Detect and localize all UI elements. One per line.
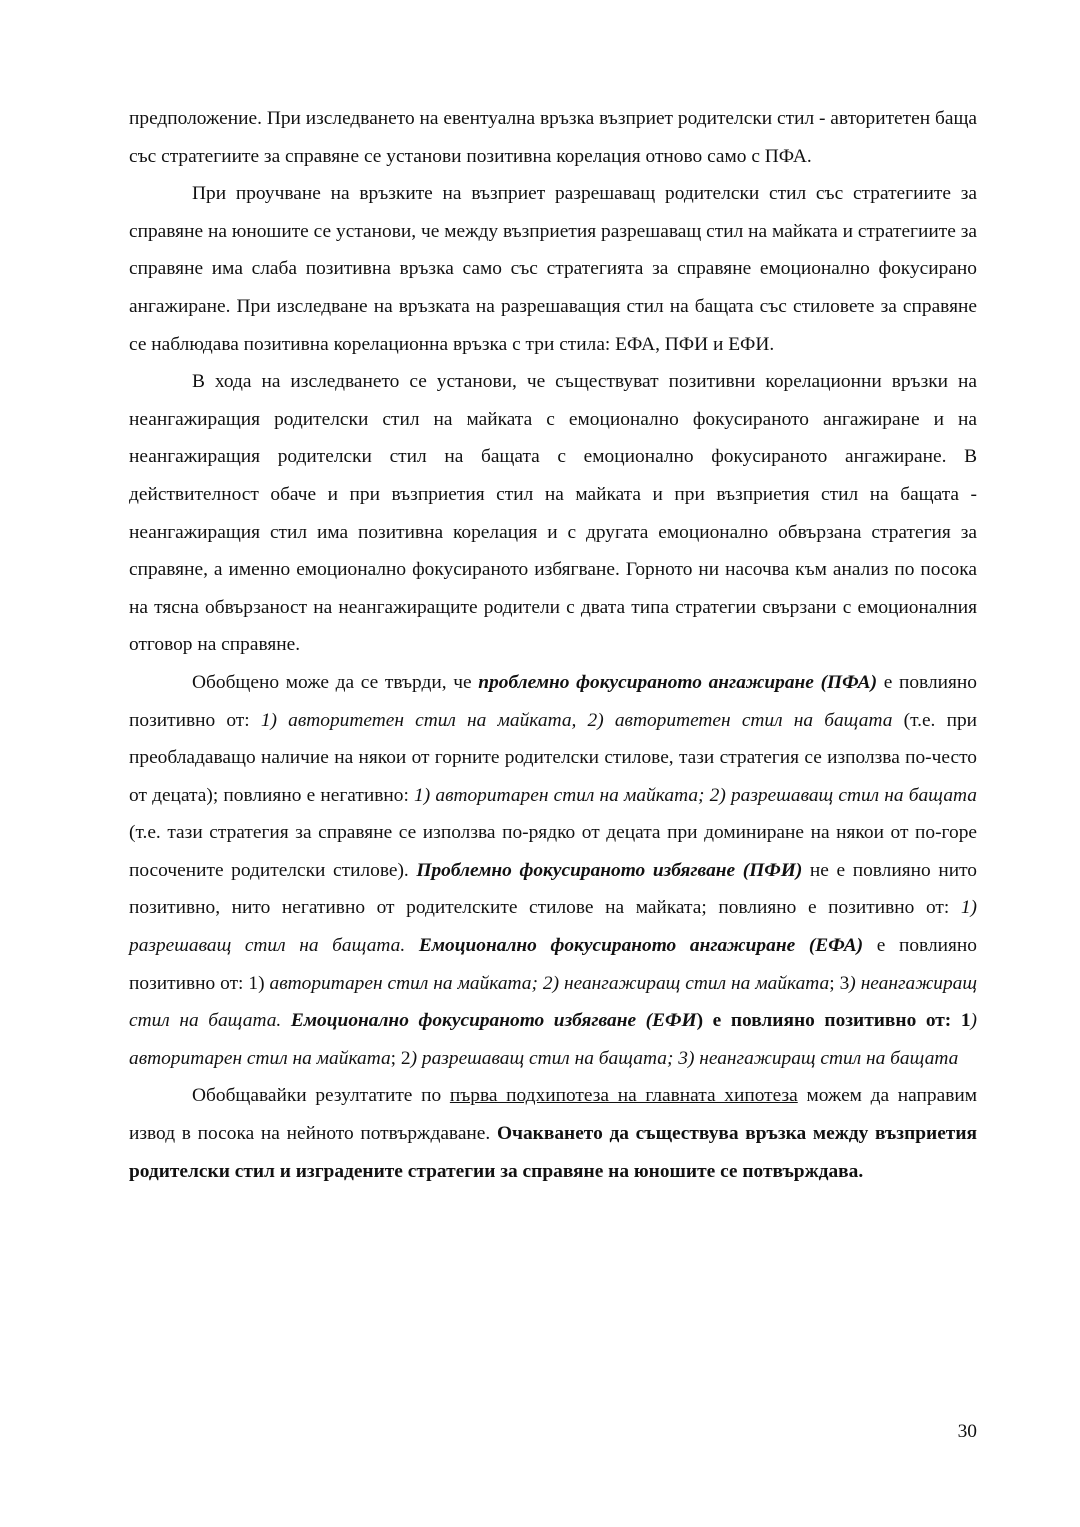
paragraph-5	[129, 1077, 977, 1190]
efa-term: Емоционално фокусираното ангажиране (ЕФА)	[418, 935, 864, 957]
conclusion-lead: Обобщавайки резултатите по	[192, 1085, 450, 1107]
efa-third-number: ; 3	[829, 972, 850, 994]
paragraph-2	[129, 175, 977, 363]
pfa-negative-styles: 1) авторитарен стил на майката; 2) разрешаващ стил на бащата	[414, 784, 977, 806]
efi-term: Емоционално фокусираното избягване (ЕФИ	[290, 1010, 697, 1032]
paragraph-1	[129, 100, 977, 175]
efa-positive-styles: авторитарен стил на майката; 2) неангажиращ стил на майката	[269, 972, 830, 994]
pfa-positive-note: (т.е. при преобладаващо наличие на някои от горните родителски стилове, тази стратегия се използва по-често от децата); повлияно е негативно:	[129, 709, 978, 806]
conclusion-middle: можем да направим извод в посока на нейното потвърждаване.	[129, 1085, 978, 1145]
pfa-term: проблемно фокусираното ангажиране (ПФА)	[478, 671, 878, 693]
pfa-negative-note: (т.е. тази стратегия за справяне се използва по-рядко от децата при доминиране на някои от по-горе посочените родителски стилове).	[129, 822, 977, 881]
pfi-term: Проблемно фокусираното избягване (ПФИ)	[416, 859, 803, 881]
efi-remaining-styles: ) разрешаващ стил на бащата; 3) неангажиращ стил на бащата	[410, 1047, 959, 1069]
summary-intro: Обобщено може да се твърди, че	[192, 671, 479, 693]
subhypothesis-reference: първа подхипотеза на главната хипотеза	[449, 1085, 798, 1107]
pfi-period: .	[400, 935, 419, 957]
efi-positive-lead: ) е повлияно позитивно от: 1	[696, 1010, 971, 1032]
conclusion-statement: Очакването да съществува връзка между възприетия родителски стил и изградените стратегии за справяне на юношите се потвърждава.	[129, 1123, 977, 1182]
efa-third-style: ) неангажиращ стил на бащата	[129, 972, 977, 1032]
efa-positive-lead: е повлияно позитивно от: 1)	[129, 935, 977, 994]
pfa-positive-lead: е повлияно позитивно от:	[129, 671, 977, 731]
paragraph-1-text: предположение. При изследването на евентуална връзка възприет родителски стил - авторитетен баща със стратегиите за справяне се установи позитивна корелация отново само с ПФА.	[129, 108, 977, 167]
paragraph-3-text: В хода на изследването се установи, че съществуват позитивни корелационни връзки на неангажиращия родителски стил на майката с емоционално фокусираното ангажиране и на неангажиращия родителски стил на бащата с емоционално фокусираното ангажиране. В действителност обаче и при възприетия стил на майката и при възприетия стил на бащата - неангажиращия стил има позитивна корелация и с другата емоционално обвързана стратегия за справяне, а именно емоционално фокусираното избягване. Горното ни насочва към анализ по посока на тясна обвързаност на неангажиращите родители с двата типа стратегии свързани с емоционалния отговор на справяне.	[129, 371, 977, 656]
page-number: 30	[957, 1421, 977, 1442]
paragraph-4	[129, 664, 977, 1078]
pfa-positive-styles: 1) авторитетен стил на майката, 2) авторитетен стил на бащата	[260, 709, 893, 731]
paragraph-2-text: При проучване на връзките на възприет разрешаващ родителски стил със стратегиите за справяне на юношите се установи, че между възприетия разрешаващ стил на майката и стратегиите за справяне има слаба позитивна връзка само със стратегията за справяне емоционално фокусирано ангажиране. При изследване на връзката на разрешаващия стил на бащата със стиловете за справяне се наблюдава позитивна корелационна връзка с три стила: ЕФА, ПФИ и ЕФИ.	[129, 183, 977, 355]
pfi-description: не е повлияно нито позитивно, нито негативно от родителските стилове на майката; повлияно е позитивно от:	[129, 859, 978, 919]
efi-second-number: ; 2	[390, 1047, 411, 1069]
body-text	[129, 100, 977, 1190]
paragraph-3	[129, 363, 977, 664]
pfi-positive-styles: 1) разрешаващ стил на бащата	[129, 897, 977, 957]
efi-first-style: ) авторитарен стил на майката	[129, 1010, 977, 1069]
efa-period: .	[276, 1010, 291, 1032]
